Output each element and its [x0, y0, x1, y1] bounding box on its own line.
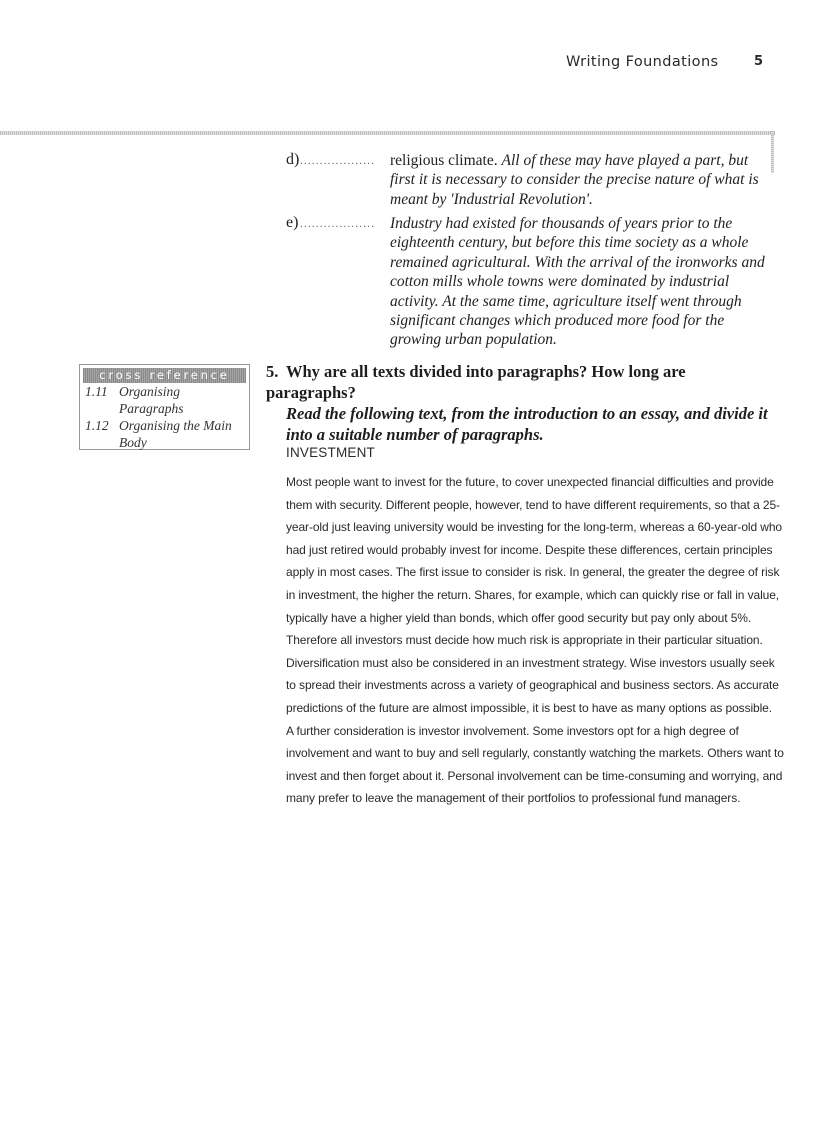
cross-reference-title: cross reference	[83, 368, 246, 383]
essay-line: Therefore all investors must decide how much risk is appropriate in their particular situation.	[286, 633, 763, 648]
essay-line: predictions of the future are almost impossible, it is best to have as many options as possible.	[286, 700, 772, 715]
answer-blank: ...................	[300, 155, 376, 167]
question-instructions: Read the following text, from the introduction to an essay, and divide it into a suitable number of paragraphs.	[286, 404, 768, 444]
essay-line: Diversification must also be considered in an investment strategy. Wise investors usually seek	[286, 655, 775, 670]
question-number: 5.	[266, 362, 279, 381]
essay-title: INVESTMENT	[286, 445, 376, 460]
question-prompt-text: Why are all texts divided into paragraphs? How long are paragraphs?	[266, 362, 686, 402]
essay-line: invest and then forget about it. Personal involvement can be time-consuming and worrying, and	[286, 768, 783, 783]
answer-blank: ...................	[300, 218, 376, 230]
answer-letter: e)	[286, 214, 299, 231]
answer-item-e	[286, 214, 776, 349]
answer-letter: d)	[286, 151, 300, 168]
essay-line: many prefer to leave the management of their portfolios to professional fund managers.	[286, 791, 741, 806]
essay-line: involvement and want to buy and sell regularly, constantly watching the markets. Others want to	[286, 746, 784, 761]
essay-line: year-old just leaving university would be investing for the long-term, whereas a 60-year-old who	[286, 520, 782, 535]
answer-text	[390, 214, 775, 350]
answer-text-italic: All of these may have played a part, but first it is necessary to consider the precise nature of what is meant by 'Industrial Revolution'.	[390, 152, 759, 208]
essay-line: to spread their investments across a variety of geographical and business sectors. As accurate	[286, 678, 779, 693]
essay-line: Most people want to invest for the future, to cover unexpected financial difficulties and provide	[286, 475, 774, 489]
answer-text-upright: religious climate.	[390, 152, 502, 169]
question-prompt	[266, 361, 776, 403]
essay-line: in investment, the higher the return. Shares, for example, which can quickly rise or fall in value,	[286, 587, 780, 602]
cross-reference-box	[79, 364, 250, 450]
question-5	[266, 361, 776, 445]
essay-line: had just retired would probably invest for income. Despite these differences, certain principles	[286, 542, 773, 557]
essay-line: apply in most cases. The first issue to consider is risk. In general, the greater the degree of risk	[286, 565, 780, 580]
essay-line: them with security. Different people, however, tend to have different requirements, so that a 25-	[286, 497, 780, 512]
answer-text	[390, 151, 775, 209]
cross-reference-number: 1.11	[85, 384, 108, 399]
answer-text-italic: Industry had existed for thousands of years prior to the eighteenth century, but before this time society as a whole remained agricultural. With the arrival of the ironworks and cotton mills whole towns were dominated by industrial activity. At the same time, agriculture itself went through significant changes which produced more food for the growing urban population.	[390, 215, 765, 349]
cross-reference-label: Organising Paragraphs	[119, 384, 184, 416]
cross-reference-label: Organising the Main Body	[119, 418, 232, 450]
cross-reference-link[interactable]	[85, 417, 246, 451]
essay-line: A further consideration is investor involvement. Some investors opt for a high degree of	[286, 723, 739, 738]
section-divider	[0, 131, 775, 135]
page-number: 5	[754, 54, 764, 69]
essay-body	[286, 471, 784, 810]
essay-line: typically have a higher yield than bonds, which offer good security but pay only about 5%.	[286, 610, 752, 625]
cross-reference-link[interactable]	[85, 383, 246, 417]
answer-item-d	[286, 151, 776, 211]
cross-reference-number: 1.12	[85, 418, 109, 433]
running-title: Writing Foundations	[566, 54, 719, 70]
